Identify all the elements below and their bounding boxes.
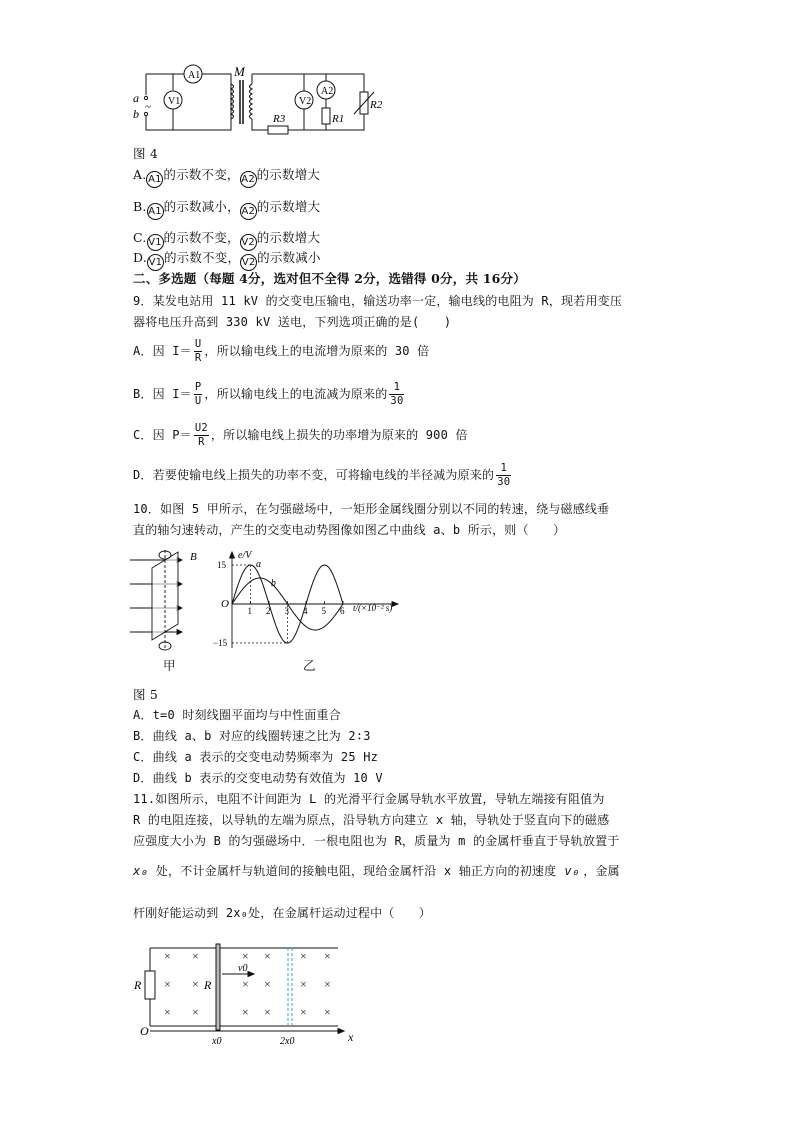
option-letter: D.	[133, 250, 147, 265]
option-letter: A.	[133, 167, 147, 182]
option-text: ，所以输电线上的电流减为原来的	[204, 387, 388, 401]
velocity-arrowhead	[248, 972, 254, 977]
ammeter-a1-label: A1	[188, 70, 201, 81]
fraction-one-thirtieth	[496, 462, 511, 489]
field-cross-1-3: ×	[264, 977, 271, 991]
q10-option-a: A．t=0 时刻线圈平面均与中性面重合	[133, 708, 341, 722]
option-text: D．若要使输电线上损失的功率不变，可将输电线的半径减为原来的	[133, 468, 495, 482]
q9-stem-line1: 9．某发电站用 11 kV 的交变电压输电，输送功率一定，输电线的电阻为 R，现若用变压	[133, 294, 623, 308]
voltmeter-v1-label: V1	[168, 96, 181, 107]
q9-option-a	[133, 337, 429, 365]
q9-option-b	[133, 380, 406, 408]
q10-stem-line2: 直的轴匀速转动，产生的交变电动势图像如图乙中曲线 a、b 所示，则（ ）	[133, 523, 566, 537]
fig4-option-c	[133, 230, 320, 251]
fraction-u-over-r	[194, 338, 203, 365]
voltmeter-v2-symbol: V2	[240, 254, 257, 271]
x0-symbol: x₀	[133, 864, 148, 878]
field-cross-1-0: ×	[164, 977, 171, 991]
field-cross-0-5: ×	[324, 949, 331, 963]
option-text: A．因 I＝	[133, 344, 192, 358]
ammeter-a1-symbol: A1	[147, 203, 164, 220]
y-tick-label-top: 15	[217, 560, 226, 570]
voltmeter-v2-label: V2	[299, 96, 312, 107]
q10-option-b: B．曲线 a、b 对应的线圈转速之比为 2∶3	[133, 729, 371, 743]
terminal-b-label: b	[133, 107, 139, 121]
subfigure-label-yi: 乙	[303, 658, 316, 673]
numerator: P	[194, 381, 202, 393]
field-cross-2-3: ×	[264, 1005, 271, 1019]
numerator: U	[194, 338, 202, 350]
y-axis-arrow	[230, 552, 235, 558]
ammeter-a2-label: A2	[321, 86, 334, 97]
q9-option-d	[133, 461, 513, 489]
denominator: U	[194, 395, 202, 407]
ac-source-symbol: ~	[145, 101, 151, 113]
origin-label: O	[221, 598, 229, 610]
x-tick-label-6: 6	[340, 606, 345, 616]
velocity-label: v0	[238, 963, 248, 974]
field-cross-0-0: ×	[164, 949, 171, 963]
fraction-one-thirtieth	[389, 381, 404, 408]
option-text: B．因 I＝	[133, 387, 192, 401]
denominator: 30	[497, 476, 511, 488]
voltmeter-v1-symbol: V1	[147, 234, 164, 251]
x-tick-label-2: 2	[266, 606, 271, 616]
fig4-circuit	[128, 62, 398, 142]
denominator: R	[194, 352, 202, 364]
x-axis-label: x	[348, 1030, 354, 1044]
origin-label: O	[140, 1024, 149, 1038]
x-tick-label-4: 4	[303, 606, 308, 616]
option-letter: C.	[133, 230, 147, 245]
field-cross-1-5: ×	[324, 977, 331, 991]
q11-stem-line5: 杆刚好能运动到 2x₀处，在金属杆运动过程中（ ）	[133, 906, 432, 920]
field-cross-0-4: ×	[300, 949, 307, 963]
ammeter-a1-symbol: A1	[146, 171, 163, 188]
curve-label-b: b	[270, 578, 276, 589]
option-text: 的示数不变，	[163, 167, 240, 182]
stem-text: ，金属	[583, 864, 620, 878]
field-cross-1-2: ×	[242, 977, 249, 991]
fig4-option-b	[133, 199, 320, 220]
option-text: 的示数减小，	[163, 199, 240, 214]
section-heading: 二、多选题（每题 4分，选对但不全得 2分，选错得 0分，共 16分）	[133, 271, 526, 286]
q11-stem-line1: 11.如图所示，电阻不计间距为 L 的光滑平行金属导轨水平放置，导轨左端接有阻值为	[133, 792, 605, 806]
option-text: 的示数不变，	[163, 230, 240, 245]
q10-option-c: C．曲线 a 表示的交变电动势频率为 25 Hz	[133, 750, 379, 764]
option-text: 的示数不变，	[163, 250, 241, 265]
q9-option-c	[133, 421, 468, 449]
field-cross-2-2: ×	[242, 1005, 249, 1019]
numerator: 1	[389, 381, 404, 395]
fig4-option-a	[133, 167, 320, 188]
field-cross-0-3: ×	[264, 949, 271, 963]
x-axis-arrow	[338, 1029, 344, 1034]
q11-stem-line2: R 的电阻连接，以导轨的左端为原点，沿导轨方向建立 x 轴，导轨处于竖直向下的磁感	[133, 813, 610, 827]
option-text: 的示数增大	[256, 167, 321, 182]
resistor-r3-label: R3	[273, 113, 286, 125]
q10-option-d: D．曲线 b 表示的交变电动势有效值为 10 V	[133, 771, 383, 785]
x-tick-label-1: 1	[247, 606, 252, 616]
x0-tick-label: x0	[212, 1036, 222, 1047]
terminal-a-label: a	[133, 91, 139, 105]
q11-stem-line3: 应强度大小为 B 的匀强磁场中．一根电阻也为 R，质量为 m 的金属杆垂直于导轨放置于	[133, 834, 620, 848]
field-cross-1-4: ×	[300, 977, 307, 991]
x-axis-label: t/(×10⁻² s)	[353, 603, 393, 613]
y-axis-label: e/V	[238, 550, 252, 561]
voltmeter-v1-symbol: V1	[147, 254, 164, 271]
field-cross-1-1: ×	[192, 977, 199, 991]
field-cross-2-1: ×	[192, 1005, 199, 1019]
fraction-p-over-u	[194, 381, 203, 408]
left-resistor-label: R	[134, 978, 142, 992]
y-tick-label-bottom: −15	[213, 638, 228, 648]
denominator: 30	[390, 395, 404, 407]
resistor-r2-label: R2	[370, 99, 383, 111]
q10-stem-line1: 10．如图 5 甲所示，在匀强磁场中，一矩形金属线圈分别以不同的转速，绕与磁感线垂	[133, 502, 610, 516]
emf-time-chart	[212, 548, 412, 653]
ammeter-a2-symbol: A2	[240, 171, 257, 188]
option-text: ，所以输电线上的电流增为原来的 30 倍	[204, 344, 430, 358]
field-cross-0-2: ×	[242, 949, 249, 963]
option-text: ，所以输电线上损失的功率增为原来的 900 倍	[210, 428, 468, 442]
option-text: C．因 P＝	[133, 428, 192, 442]
curve-label-a: a	[256, 559, 262, 570]
left-resistor	[145, 971, 155, 999]
stem-text: 处，不计金属杆与轨道间的接触电阻，现给金属杆沿 x 轴正方向的初速度	[155, 864, 557, 878]
x-tick-label-5: 5	[321, 606, 326, 616]
figure-4-caption: 图 4	[133, 146, 159, 161]
q9-stem-line2: 器将电压升高到 330 kV 送电，下列选项正确的是( )	[133, 315, 452, 329]
q11-stem-line4	[133, 863, 620, 879]
figure-5-caption: 图 5	[133, 687, 159, 702]
transformer-label: M	[234, 64, 245, 79]
field-cross-2-0: ×	[164, 1005, 171, 1019]
2x0-tick-label: 2x0	[280, 1036, 295, 1047]
x-tick-label-3: 3	[284, 606, 289, 616]
denominator: R	[198, 436, 205, 448]
field-cross-2-5: ×	[324, 1005, 331, 1019]
field-b-label: B	[190, 551, 197, 563]
v0-symbol: v₀	[564, 864, 580, 878]
x-axis-arrow	[392, 602, 398, 607]
fraction-u2-over-r	[194, 422, 209, 449]
ammeter-a2-symbol: A2	[240, 203, 257, 220]
voltmeter-v2-symbol: V2	[240, 234, 257, 251]
field-cross-0-1: ×	[192, 949, 199, 963]
numerator: 1	[496, 462, 511, 476]
subfigure-label-jia: 甲	[163, 658, 176, 673]
fig4-option-d	[133, 250, 321, 271]
option-text: 的示数增大	[256, 199, 321, 214]
rail-rod-figure	[130, 942, 370, 1047]
rotating-coil-figure	[130, 548, 210, 668]
option-text: 的示数减小	[257, 250, 321, 265]
numerator: U2	[194, 422, 208, 434]
metal-rod	[216, 944, 220, 1030]
rod-resistance-label: R	[204, 978, 212, 992]
field-cross-2-4: ×	[300, 1005, 307, 1019]
option-text: 的示数增大	[256, 230, 321, 245]
resistor-r1-label: R1	[332, 113, 345, 125]
option-letter: B.	[133, 199, 147, 214]
